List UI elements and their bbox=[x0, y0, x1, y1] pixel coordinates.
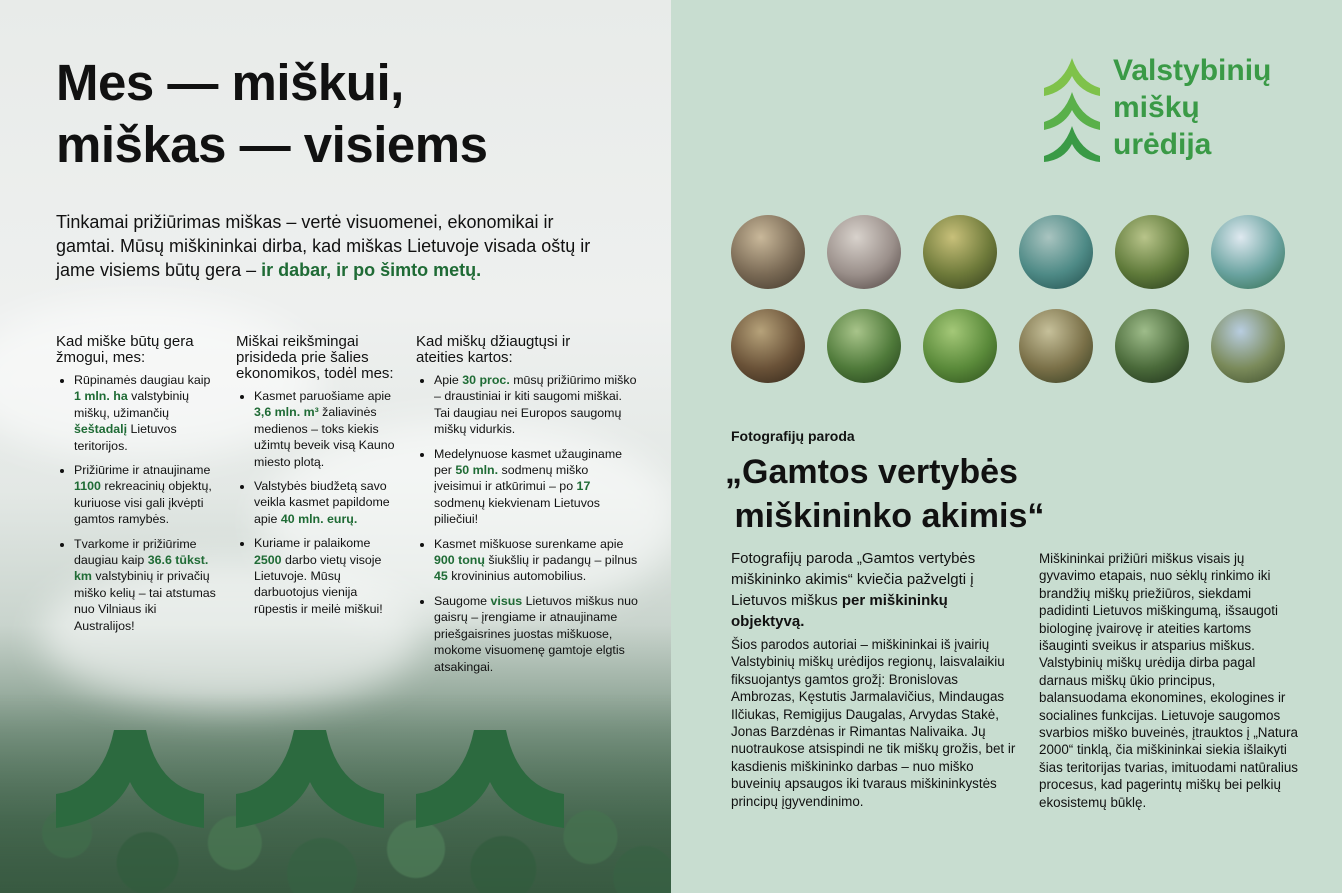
exhibit-lead bbox=[731, 548, 1003, 632]
stream-photo bbox=[1115, 309, 1189, 383]
headline-line-2: miškas — visiems bbox=[56, 116, 488, 173]
dragonfly-photo bbox=[1019, 215, 1093, 289]
mushrooms-photo bbox=[1115, 215, 1189, 289]
column-heading: Kad miškų džiaugtųsi ir ateities kartos: bbox=[416, 333, 571, 366]
fact-item: • Medelynuose kasmet užauginame per 50 mln. sodmenų miško įveisimui ir atkūrimui – po 17 sodmenų kiekvienam Lietuvos piliečiui! bbox=[434, 446, 638, 528]
intro-text: Tinkamai prižiūrimas miškas – vertė visuomenei, ekonomikai ir gamtai. Mūsų miškininkai dirba, kad miškas Lietuvoje visada oštų ir jame visiems būtų gera – bbox=[56, 212, 591, 280]
logo-line-2: miškų bbox=[1113, 91, 1200, 124]
arch-shape-3 bbox=[416, 730, 564, 828]
reeds-photo bbox=[923, 215, 997, 289]
lake-photo bbox=[1211, 215, 1285, 289]
column-economy bbox=[236, 334, 396, 625]
exhibit-kicker: Fotografijų paroda bbox=[731, 428, 855, 444]
intro-paragraph bbox=[56, 210, 616, 282]
column-future bbox=[416, 334, 638, 683]
exhibit-body-left: Šios parodos autoriai – miškininkai iš įvairių Valstybinių miškų urėdijos regionų, laisvalaikiu fiksuojantys gamtos grožį: Bronislovas Ambrozas, Kęstutis Jarmalavičius, Mindaugas Ilčiukas, Remigijus Daugalas, Arvydas Stakė, Jonas Barzdėnas ir Rimantas Nalivaika. Jų nuotraukose atsispindi ne tik miškų grožis, bet ir kasdienis miškininko darbas – nuo miško buveinių apsaugos iki tvaraus miškininkystės principų įgyvendinimo. bbox=[731, 637, 1016, 809]
lead-text: Fotografijų paroda „Gamtos vertybės miškininko akimis“ kviečia pažvelgti į Lietuvos miškus bbox=[731, 550, 976, 609]
arch-shape-2 bbox=[236, 730, 384, 828]
logo-line-1: Valstybinių bbox=[1113, 54, 1272, 87]
right-panel bbox=[671, 0, 1342, 893]
lead-bold: per miškininkų objektyvą. bbox=[731, 592, 948, 630]
column-people bbox=[56, 334, 216, 642]
fact-list bbox=[416, 372, 638, 675]
fact-item: • Prižiūrime ir atnaujiname 1100 rekreacinių objektų, kuriuose visi gali įkvėpti gamtos ramybės. bbox=[74, 462, 216, 528]
column-heading: Miškai reikšmingai prisideda prie šalies ekonomikos, todėl mes: bbox=[236, 333, 394, 382]
fact-item: • Valstybės biudžetą savo veikla kasmet papildome apie 40 mln. eurų. bbox=[254, 478, 396, 527]
fact-item: • Kasmet paruošiame apie 3,6 mln. m³ žaliavinės medienos – toks kiekis užimtų beveik visą Kauno miesto plotą. bbox=[254, 388, 396, 470]
fact-list bbox=[236, 388, 396, 617]
tree-bark-photo bbox=[731, 309, 805, 383]
bog-photo bbox=[827, 215, 901, 289]
logo-tree-icon bbox=[1044, 56, 1100, 162]
headline bbox=[56, 52, 487, 176]
swamp-forest-photo bbox=[1019, 309, 1093, 383]
owl-photo bbox=[731, 215, 805, 289]
fact-item: • Saugome visus Lietuvos miškus nuo gaisrų – įrengiame ir atnaujiname priešgaisrines juostas miškuose, mokome visuomenę gamtoje elgtis atsakingai. bbox=[434, 593, 638, 675]
intro-highlight: ir dabar, ir po šimto metų. bbox=[261, 260, 482, 280]
forest-trail-photo bbox=[827, 309, 901, 383]
pine-forest-photo bbox=[1211, 309, 1285, 383]
fact-item: • Tvarkome ir prižiūrime daugiau kaip 36.6 tūkst. km valstybinių ir privačių miško kelių – tai atstumas nuo Vilniaus iki Australijos! bbox=[74, 536, 216, 634]
fact-item: • Kasmet miškuose surenkame apie 900 tonų šiukšlių ir padangų – pilnus 45 krovininius automobilius. bbox=[434, 536, 638, 585]
fact-list bbox=[56, 372, 216, 634]
fact-item: • Apie 30 proc. mūsų prižiūrimo miško – draustiniai ir kiti saugomi miškai. Tai daugiau nei Europos saugomų miškų vidurkis. bbox=[434, 372, 638, 438]
orchid-photo bbox=[923, 309, 997, 383]
arch-shape-1 bbox=[56, 730, 204, 828]
fact-item: • Kuriame ir palaikome 2500 darbo vietų visoje Lietuvoje. Mūsų darbuotojus vienija rūpestis ir meilė miškui! bbox=[254, 535, 396, 617]
fact-item: • Rūpinamės daugiau kaip 1 mln. ha valstybinių miškų, užimančių šeštadalį Lietuvos teritorijos. bbox=[74, 372, 216, 454]
exhibit-title: „Gamtos vertybės miškininko akimis“ bbox=[725, 453, 1045, 535]
column-heading: Kad miške būtų gera žmogui, mes: bbox=[56, 333, 194, 366]
logo-wordmark bbox=[1113, 52, 1271, 163]
headline-line-1: Mes — miškui, bbox=[56, 54, 404, 111]
exhibit-body-right: Miškininkai prižiūri miškus visais jų gyvavimo etapais, nuo sėklų rinkimo iki brandžių miškų priežiūros, siekdami padidinti Lietuvos miškingumą, išsaugoti biologinę įvairovę ir ateities kartoms išauginti sveikus ir atsparius miškus. Valstybinių miškų urėdija dirba pagal darnaus miškų ūkio principus, balansuodama ekonomines, ekologines ir socialines funkcijas. Lietuvoje saugomos svarbios miško buveinės, įtrauktos į „Natura 2000“ tinklą, čia miškininkai siekia išlaikyti šias teritorijas tvarias, imituodami natūralius procesus, kad pagerintų miškų bei pelkių ekosistemų būklę. bbox=[1039, 551, 1298, 810]
logo-line-3: urėdija bbox=[1113, 128, 1212, 161]
